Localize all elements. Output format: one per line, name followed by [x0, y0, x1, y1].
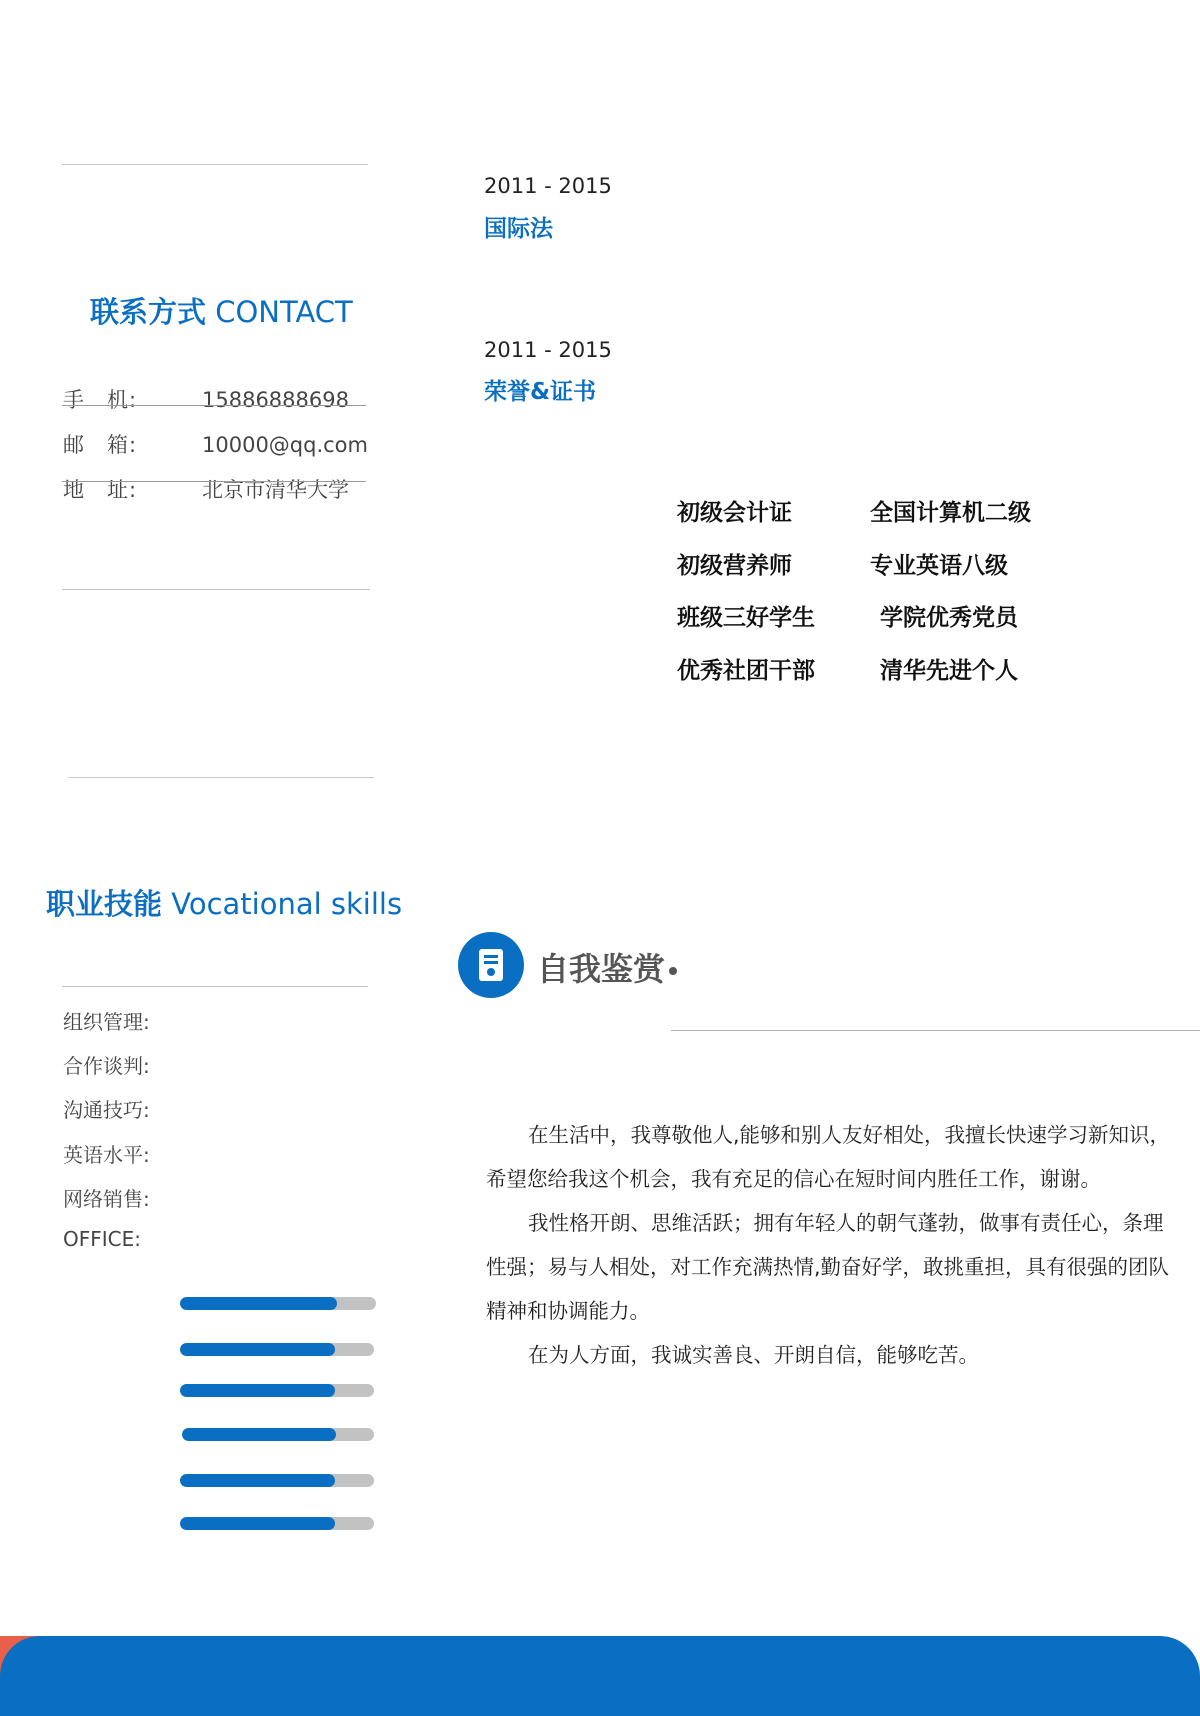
honor-item: 初级会计证 — [677, 500, 792, 526]
divider — [68, 777, 374, 778]
skill-bar-fill — [180, 1517, 335, 1530]
divider — [62, 481, 366, 482]
bullet-dot-icon — [669, 967, 677, 975]
contact-address-label: 地 址: — [63, 478, 138, 502]
honors-heading: 荣誉&证书 — [484, 379, 597, 405]
honor-item: 专业英语八级 — [870, 553, 1008, 579]
contact-heading-zh: 联系方式 — [90, 295, 207, 329]
skills-heading — [46, 882, 402, 923]
footer-bar — [0, 1636, 1200, 1716]
honor-item: 全国计算机二级 — [870, 500, 1031, 526]
honor-item: 班级三好学生 — [677, 605, 815, 631]
skill-bar — [180, 1343, 374, 1356]
contact-heading-en: CONTACT — [215, 295, 353, 329]
skill-bar — [180, 1474, 374, 1487]
contact-heading — [90, 290, 353, 331]
skill-label: 组织管理: — [63, 1010, 150, 1034]
honor-item: 学院优秀党员 — [880, 605, 1018, 631]
contact-phone-row — [63, 384, 349, 414]
self-eval-body — [486, 1113, 1170, 1377]
divider — [671, 1030, 1200, 1031]
honor-item: 清华先进个人 — [880, 658, 1018, 684]
skills-heading-zh: 职业技能 — [46, 887, 163, 921]
skill-bar-fill — [180, 1297, 337, 1310]
contact-phone-label: 手 机: — [63, 388, 138, 412]
self-eval-heading-text: 自我鉴赏 — [537, 950, 666, 988]
honor-item: 初级营养师 — [677, 553, 792, 579]
skill-label: 网络销售: — [63, 1187, 150, 1211]
education-years: 2011 - 2015 — [484, 174, 612, 198]
skill-bar-fill — [180, 1343, 335, 1356]
skill-bar — [182, 1428, 374, 1441]
skill-bar — [180, 1517, 374, 1530]
skill-label: 沟通技巧: — [63, 1098, 150, 1122]
contact-email-row — [63, 429, 368, 459]
honors-years: 2011 - 2015 — [484, 338, 612, 362]
contact-phone-value: 15886888698 — [202, 388, 349, 412]
document-icon — [458, 932, 524, 998]
self-eval-paragraph: 在为人方面，我诚实善良、开朗自信，能够吃苦。 — [528, 1343, 979, 1367]
skill-bar-fill — [182, 1428, 336, 1441]
contact-email-label: 邮 箱: — [63, 433, 138, 457]
skill-label: 英语水平: — [63, 1143, 150, 1167]
skill-bar-fill — [180, 1474, 335, 1487]
self-eval-paragraph: 我性格开朗、思维活跃；拥有年轻人的朝气蓬勃，做事有责任心，条理性强；易与人相处，对工作充满热情,勤奋好学，敢挑重担，具有很强的团队精神和协调能力。 — [486, 1211, 1170, 1323]
contact-email-value: 10000@qq.com — [202, 433, 368, 457]
skill-bar — [180, 1297, 376, 1310]
skill-label: OFFICE: — [63, 1227, 141, 1251]
contact-address-value: 北京市清华大学 — [202, 478, 349, 502]
skill-bar — [180, 1384, 374, 1397]
honor-item: 优秀社团干部 — [677, 658, 815, 684]
self-eval-paragraph: 在生活中，我尊敬他人,能够和别人友好相处，我擅长快速学习新知识，希望您给我这个机会，我有充足的信心在短时间内胜任工作，谢谢。 — [486, 1123, 1171, 1191]
divider — [62, 405, 366, 406]
skill-bar-fill — [180, 1384, 335, 1397]
skill-label: 合作谈判: — [63, 1054, 150, 1078]
divider — [62, 164, 368, 165]
education-major: 国际法 — [484, 216, 553, 242]
divider — [62, 986, 368, 987]
contact-address-row — [63, 474, 349, 504]
self-eval-heading — [537, 944, 677, 990]
skills-heading-en: Vocational skills — [171, 887, 403, 921]
divider — [62, 589, 370, 590]
